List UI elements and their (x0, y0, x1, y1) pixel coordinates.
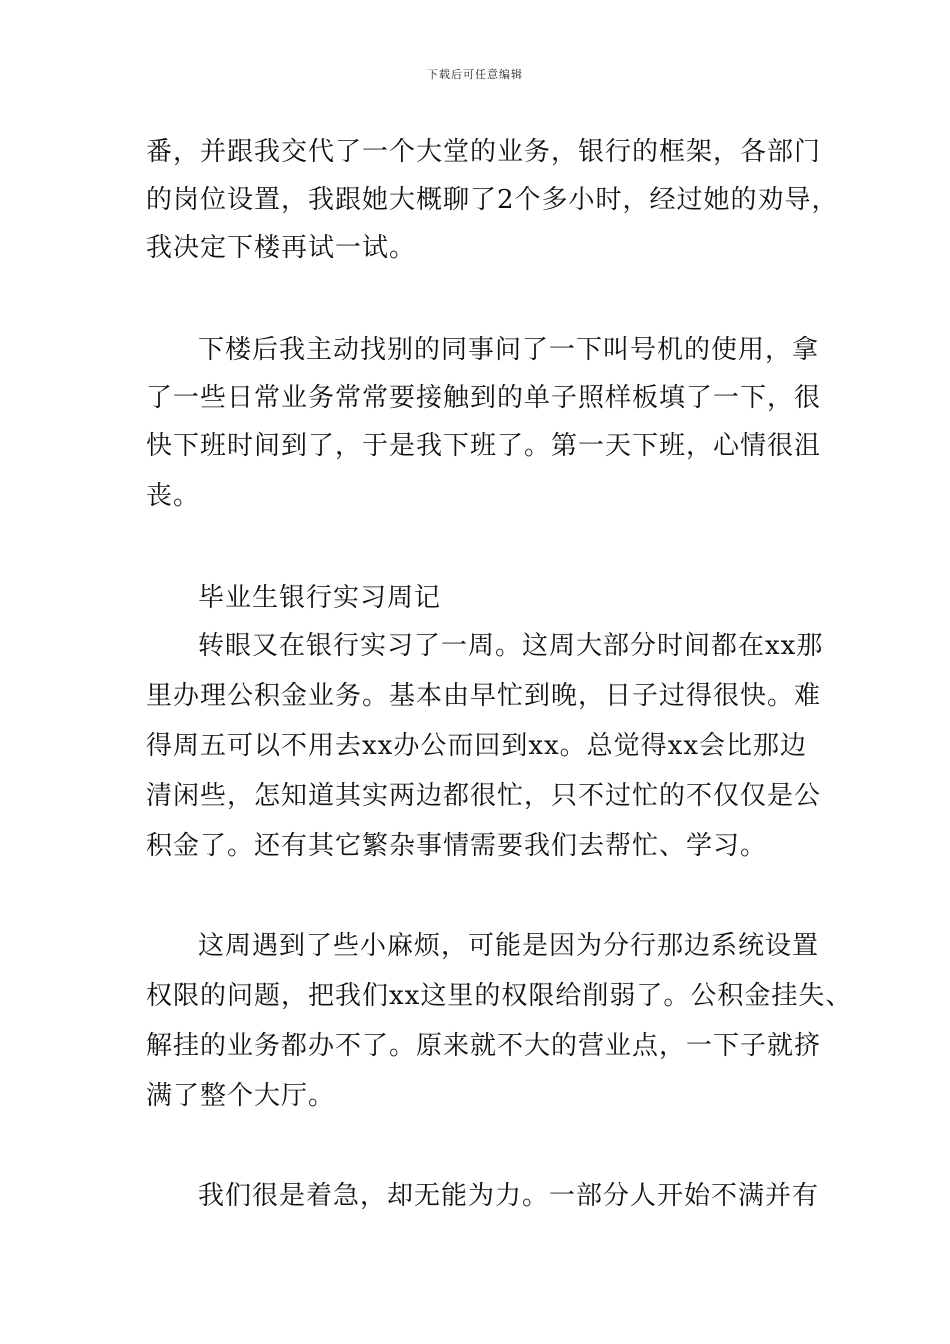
text-line: 我们很是着急，却无能为力。一部分人开始不满并有 (198, 1181, 820, 1211)
text-line: 丧。 (146, 481, 201, 511)
text-line: 这周遇到了些小麻烦，可能是因为分行那边系统设置 (198, 931, 820, 961)
text-line: 了一些日常业务常常要接触到的单子照样板填了一下，很 (146, 383, 822, 413)
text-line: 清闲些，怎知道其实两边都很忙，只不过忙的不仅仅是公 (146, 781, 822, 811)
text-line: 权限的问题，把我们xx这里的权限给削弱了。公积金挂失、 (146, 981, 853, 1011)
text-line: 解挂的业务都办不了。原来就不大的营业点，一下子就挤 (146, 1031, 822, 1061)
text-line: 得周五可以不用去xx办公而回到xx。总觉得xx会比那边 (146, 731, 807, 761)
section-heading: 毕业生银行实习周记 (198, 583, 442, 613)
text-line: 下楼后我主动找别的同事问了一下叫号机的使用，拿 (198, 335, 820, 365)
text-line: 满了整个大厅。 (146, 1081, 336, 1111)
text-line: 积金了。还有其它繁杂事情需要我们去帮忙、学习。 (146, 831, 768, 861)
text-line: 转眼又在银行实习了一周。这周大部分时间都在xx那 (198, 631, 824, 661)
text-line: 番，并跟我交代了一个大堂的业务，银行的框架，各部门 (146, 137, 822, 167)
text-line: 我决定下楼再试一试。 (146, 233, 417, 263)
text-line: 快下班时间到了，于是我下班了。第一天下班，心情很沮 (146, 431, 822, 461)
header-note: 下载后可任意编辑 (427, 68, 523, 81)
text-line: 里办理公积金业务。基本由早忙到晚，日子过得很快。难 (146, 681, 822, 711)
text-line: 的岗位设置，我跟她大概聊了2个多小时，经过她的劝导， (146, 185, 839, 215)
